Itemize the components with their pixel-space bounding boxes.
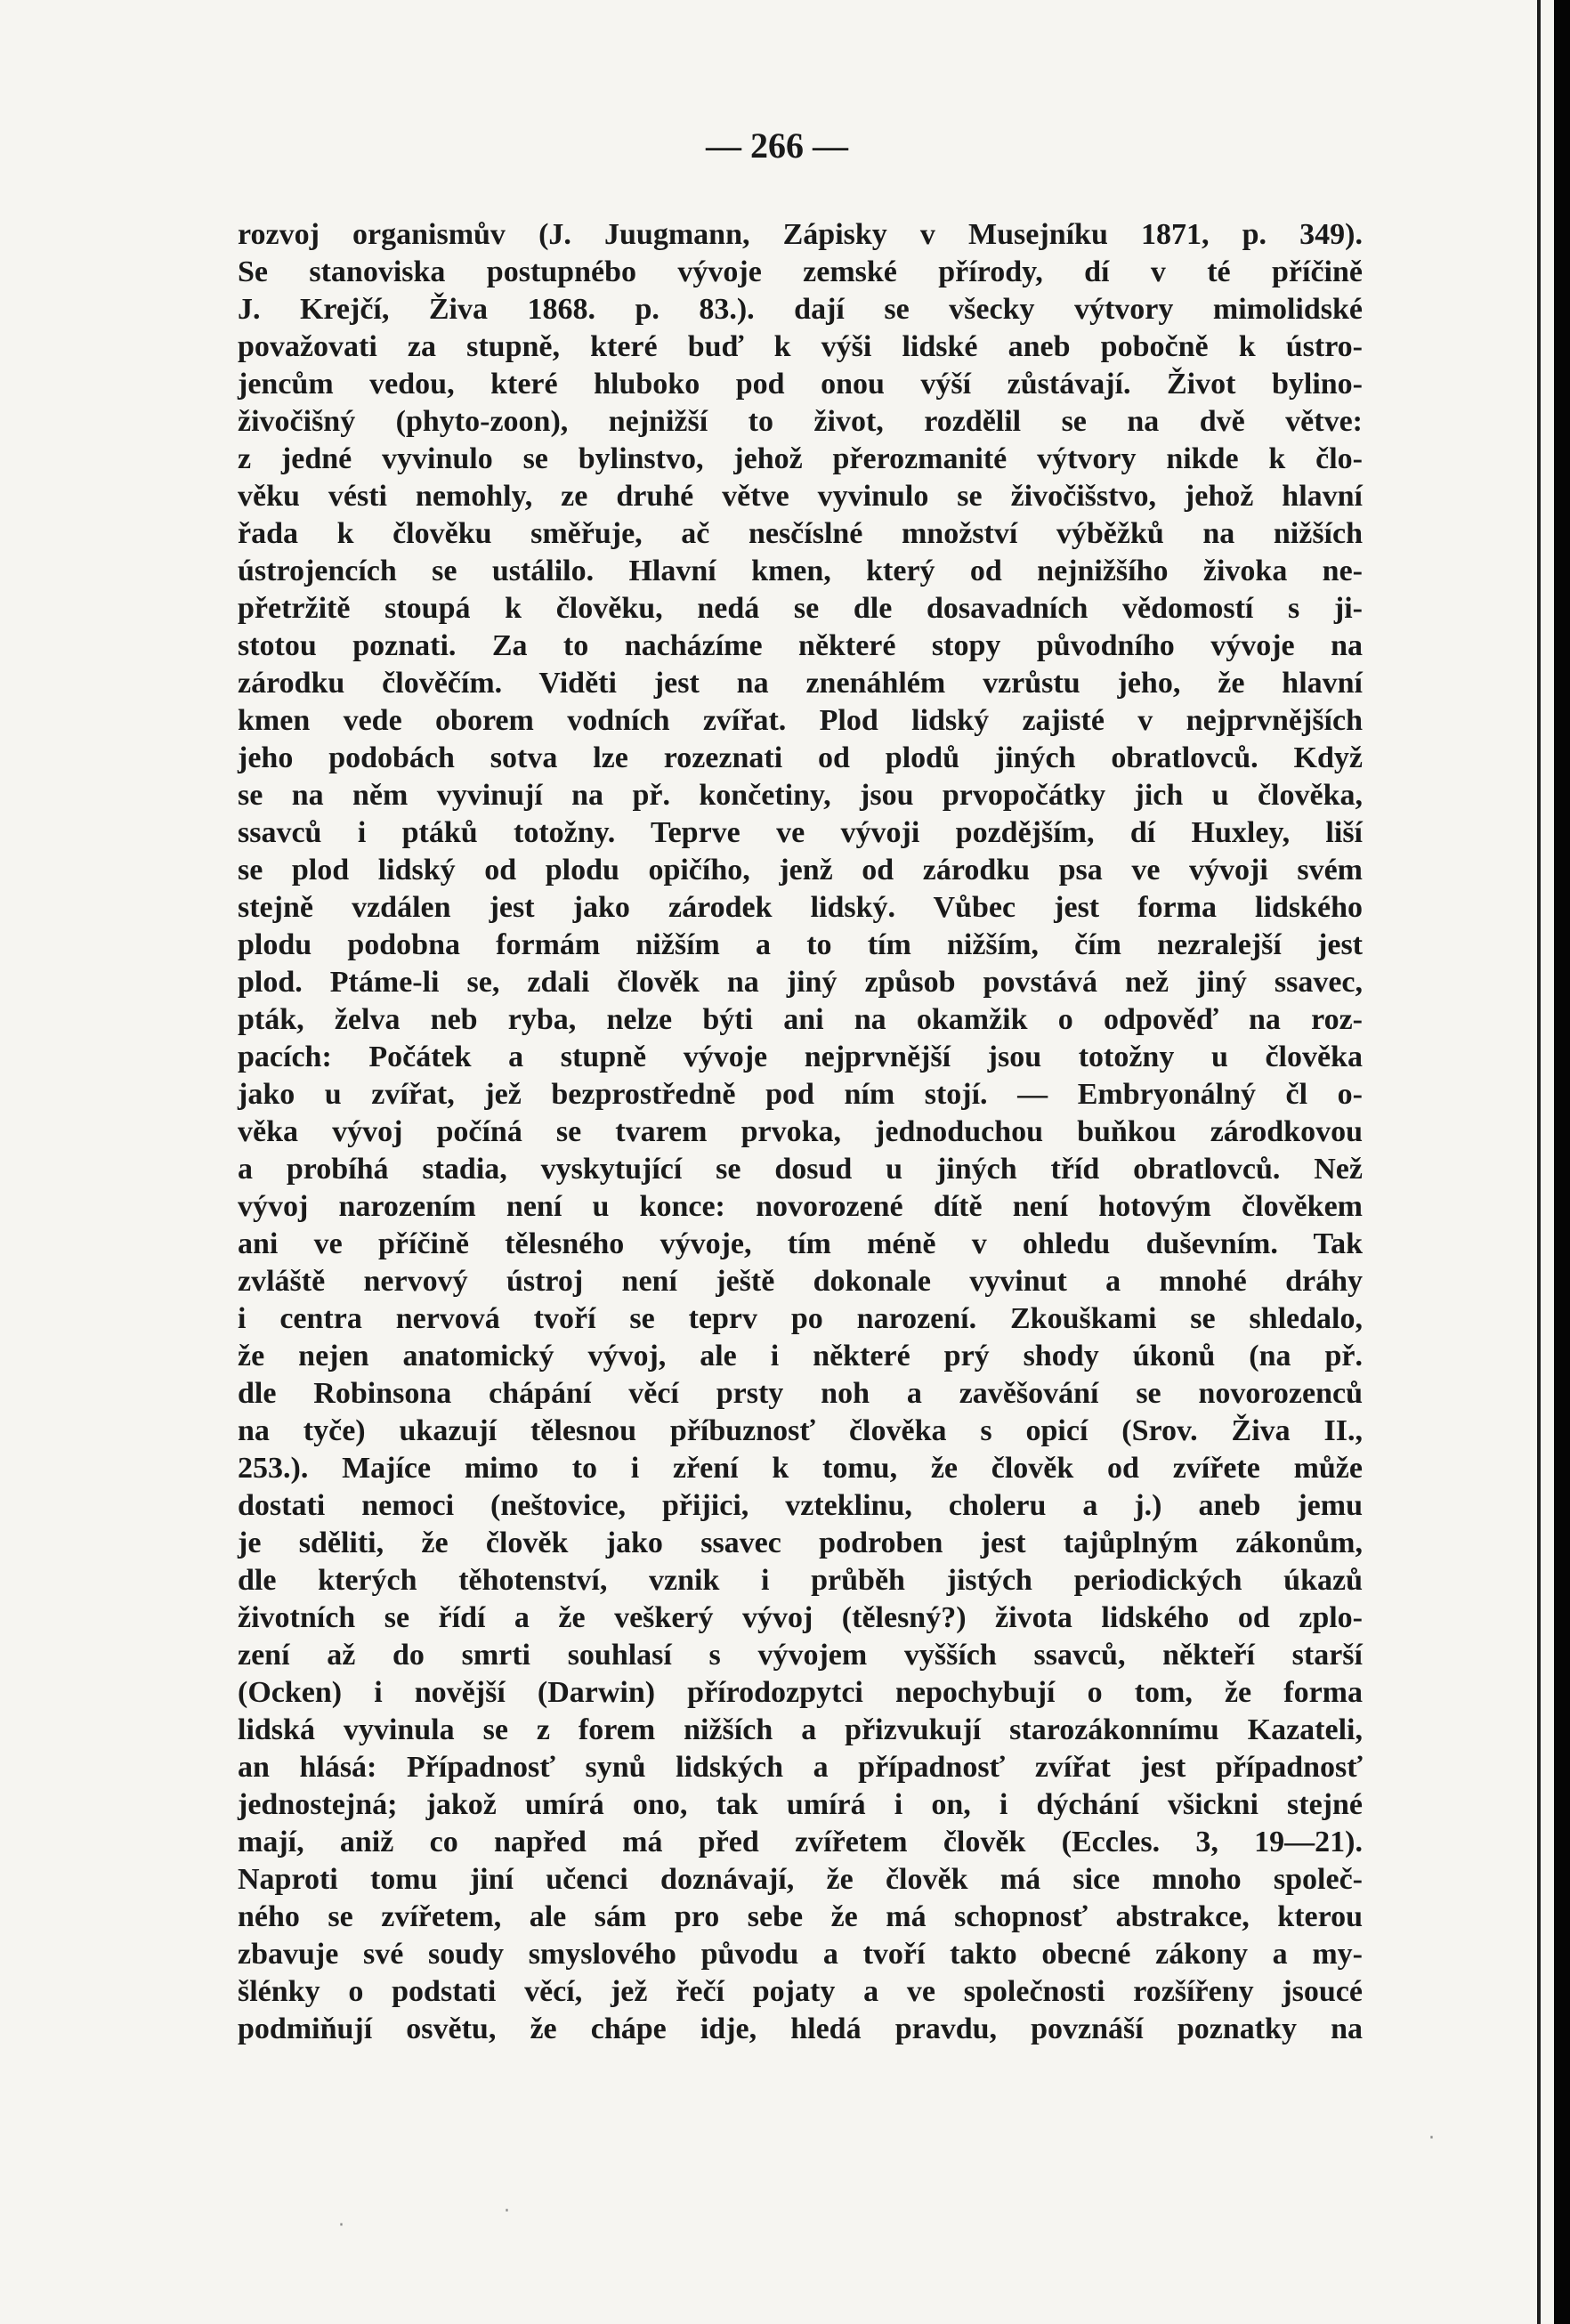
text-line: jeho podobách sotva lze rozeznati od plodů jiných obratlovců. Když	[238, 741, 1363, 774]
text-line: zárodku člověčím. Viděti jest na znenáhlém vzrůstu jeho, že hlavní	[238, 667, 1363, 700]
text-line: kmen vede oborem vodních zvířat. Plod lidský zajisté v nejprvnějších	[238, 704, 1363, 737]
text-line: zení až do smrti souhlasí s vývojem vyšších ssavců, někteří starší	[238, 1639, 1363, 1672]
text-line: stotou poznati. Za to nacházíme některé stopy původního vývoje na	[238, 629, 1363, 662]
text-line: 253.). Majíce mimo to i zření k tomu, že člověk od zvířete může	[238, 1452, 1363, 1485]
text-line: živočišný (phyto-zoon), nejnižší to život, rozdělil se na dvě větve:	[238, 405, 1363, 438]
text-line: že nejen anatomický vývoj, ale i některé prý shody úkonů (na př.	[238, 1340, 1363, 1373]
text-line: Se stanoviska postupnébo vývoje zemské přírody, dí v té příčině	[238, 255, 1363, 288]
text-line: vývoj narozením není u konce: novorozené dítě není hotovým člověkem	[238, 1190, 1363, 1223]
text-line: pacích: Počátek a stupně vývoje nejprvnější jsou totožny u člověka	[238, 1041, 1363, 1073]
text-line: an hlásá: Případnosť synů lidských a případnosť zvířat jest případnosť	[238, 1751, 1363, 1784]
text-line: rozvoj organismův (J. Juugmann, Zápisky v Musejníku 1871, p. 349).	[238, 218, 1363, 251]
text-line: jencům vedou, které hluboko pod onou výší zůstávají. Život bylino-	[238, 368, 1363, 401]
text-line: šlénky o podstati věcí, jež řečí pojaty a ve společnosti rozšířeny jsoucé	[238, 1975, 1363, 2008]
text-line: dle kterých těhotenství, vznik i průběh jistých periodických úkazů	[238, 1564, 1363, 1597]
text-line: stejně vzdálen jest jako zárodek lidský. Vůbec jest forma lidského	[238, 891, 1363, 924]
text-line: se plod lidský od plodu opičího, jenž od zárodku psa ve vývoji svém	[238, 854, 1363, 887]
scan-speck: ·	[338, 2215, 344, 2237]
text-line: mají, aniž co napřed má před zvířetem člověk (Eccles. 3, 19—21).	[238, 1826, 1363, 1858]
text-line: z jedné vyvinulo se bylinstvo, jehož přerozmanité výtvory nikde k člo-	[238, 442, 1363, 475]
text-line: pták, želva neb ryba, nelze býti ani na okamžik o odpověď na roz-	[238, 1003, 1363, 1036]
text-line: přetržitě stoupá k člověku, nedá se dle dosavadních vědomostí s ji-	[238, 592, 1363, 625]
text-line: životních se řídí a že veškerý vývoj (tělesný?) života lidského od zplo-	[238, 1601, 1363, 1634]
text-line: i centra nervová tvoří se teprv po narození. Zkouškami se shledalo,	[238, 1302, 1363, 1335]
scan-speck: ·	[1428, 2127, 1435, 2150]
text-line: věku vésti nemohly, ze druhé větve vyvinulo se živočišstvo, jehož hlavní	[238, 480, 1363, 513]
text-line: ného se zvířetem, ale sám pro sebe že má schopnosť abstrakce, kterou	[238, 1900, 1363, 1933]
text-line: J. Krejčí, Živa 1868. p. 83.). dají se všecky výtvory mimolidské	[238, 293, 1363, 326]
text-line: zbavuje své soudy smyslového původu a tvoří takto obecné zákony a my-	[238, 1938, 1363, 1971]
body-text	[238, 216, 1363, 2048]
text-line: dle Robinsona chápání věcí prsty noh a zavěšování se novorozenců	[238, 1377, 1363, 1410]
page-edge-shadow	[1554, 0, 1570, 2324]
text-line: řada k člověku směřuje, ač nesčíslné množství výběžků na nižších	[238, 517, 1363, 550]
text-line: se na něm vyvinují na př. končetiny, jsou prvopočátky jich u člověka,	[238, 779, 1363, 812]
text-line: ústrojencích se ustálilo. Hlavní kmen, který od nejnižšího živoka ne-	[238, 555, 1363, 587]
text-line: jako u zvířat, jež bezprostředně pod ním stojí. — Embryonálný čl o-	[238, 1078, 1363, 1111]
text-line: na tyče) ukazují tělesnou příbuznosť člověka s opicí (Srov. Živa II.,	[238, 1414, 1363, 1447]
scan-speck: ·	[504, 2200, 510, 2223]
text-line: považovati za stupně, které buď k výši lidské aneb pobočně k ústro-	[238, 330, 1363, 363]
text-line: podmiňují osvětu, že chápe idje, hledá pravdu, povznáší poznatky na	[238, 2012, 1363, 2045]
text-line: ani ve příčině tělesného vývoje, tím méně v ohledu duševním. Tak	[238, 1227, 1363, 1260]
page-edge-rule	[1537, 0, 1541, 2324]
text-line: (Ocken) i novější (Darwin) přírodozpytci nepochybují o tom, že forma	[238, 1676, 1363, 1709]
text-line: jednostejná; jakož umírá ono, tak umírá i on, i dýchání všickni stejné	[238, 1788, 1363, 1821]
text-line: ssavců i ptáků totožny. Teprve ve vývoji pozdějším, dí Huxley, liší	[238, 816, 1363, 849]
text-line: věka vývoj počíná se tvarem prvoka, jednoduchou buňkou zárodkovou	[238, 1115, 1363, 1148]
text-line: zvláště nervový ústroj není ještě dokonale vyvinut a mnohé dráhy	[238, 1265, 1363, 1298]
text-line: plod. Ptáme-li se, zdali člověk na jiný způsob povstává než jiný ssavec,	[238, 966, 1363, 999]
text-line: Naproti tomu jiní učenci doznávají, že člověk má sice mnoho společ-	[238, 1863, 1363, 1896]
text-line: je sděliti, že člověk jako ssavec podroben jest tajůplným zákonům,	[238, 1526, 1363, 1559]
page-number: — 266 —	[706, 126, 848, 166]
text-line: plodu podobna formám nižším a to tím nižším, čím nezralejší jest	[238, 928, 1363, 961]
text-line: dostati nemoci (neštovice, přijici, vzteklinu, choleru a j.) aneb jemu	[238, 1489, 1363, 1522]
text-line: a probíhá stadia, vyskytující se dosud u jiných tříd obratlovců. Než	[238, 1153, 1363, 1186]
text-line: lidská vyvinula se z forem nižších a přizvukují starozákonnímu Kazateli,	[238, 1713, 1363, 1746]
